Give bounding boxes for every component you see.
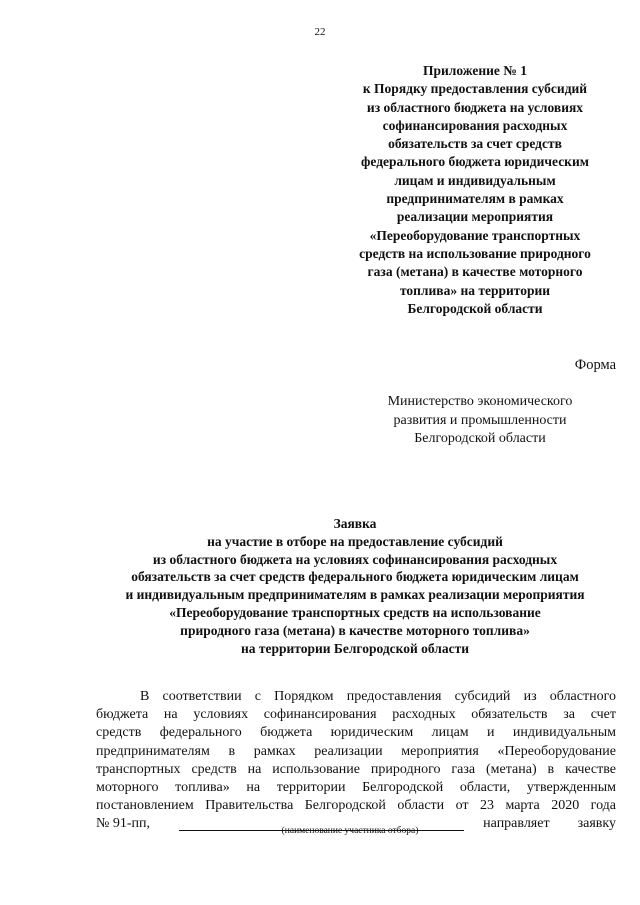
sends-group <box>483 815 616 833</box>
appendix-line: топлива» на территории <box>399 282 551 298</box>
addressee-line: Белгородской области <box>414 431 546 446</box>
decree-number: № 91-пп, <box>96 816 151 832</box>
sends-word: направляет <box>483 816 550 832</box>
appendix-line: «Переоборудование транспортных <box>369 227 581 243</box>
appendix-line: средств на использование природного <box>359 245 591 261</box>
title-line: из областного бюджета на условиях софинансирования расходных <box>152 551 558 567</box>
appendix-line: предпринимателям в рамках <box>386 191 564 207</box>
appendix-line: Белгородской области <box>407 300 543 316</box>
application-word: заявку <box>577 816 616 832</box>
title-line: «Переоборудование транспортных средств на использование <box>169 604 541 620</box>
page-number: 22 <box>314 26 326 38</box>
appendix-line: газа (метана) в качестве моторного <box>367 264 583 280</box>
title-line: природного газа (метана) в качестве моторного топлива» <box>180 622 530 638</box>
appendix-line: софинансирования расходных <box>382 117 568 133</box>
body-line: В соответствии с Порядком предоставления субсидий из областного <box>140 689 616 704</box>
title-line: на участие в отборе на предоставление субсидий <box>207 533 503 549</box>
title-line: и индивидуальным предпринимателям в рамках реализации мероприятия <box>125 587 585 603</box>
appendix-line: федерального бюджета юридическим <box>361 154 589 170</box>
appendix-line: лицам и индивидуальным <box>394 172 556 188</box>
body-line: постановлением Правительства Белгородской области от 23 марта 2020 года <box>96 798 616 814</box>
body-line: моторного топлива» на территории Белгородской области, утвержденным <box>96 780 616 796</box>
addressee-block <box>330 393 630 449</box>
body-paragraph <box>96 688 616 834</box>
title-line: на территории Белгородской области <box>240 640 470 656</box>
appendix-line: обязательств за счет средств <box>388 136 562 152</box>
body-line: транспортных средств на использование природного газа (метана) в качестве <box>96 761 616 777</box>
form-label: Форма <box>574 357 616 373</box>
title-line: Заявка <box>333 516 377 531</box>
title-line: обязательств за счет средств федерального бюджета юридическим лицам <box>131 569 579 585</box>
body-line: бюджета на условиях софинансирования расходных обязательств за счет <box>96 707 616 723</box>
addressee-line: Министерство экономического <box>387 394 573 409</box>
body-line: средств федерального бюджета юридическим лицам и индивидуальным <box>96 725 616 741</box>
body-line: предпринимателям в рамках реализации мероприятия «Переоборудование <box>96 743 616 759</box>
application-title <box>70 515 640 657</box>
appendix-line: к Порядку предоставления субсидий <box>362 81 588 97</box>
blank-caption: (наименование участника отбора) <box>281 826 419 836</box>
appendix-line: Приложение № 1 <box>423 63 527 78</box>
addressee-line: развития и промышленности <box>393 412 567 428</box>
appendix-line: реализации мероприятия <box>396 209 554 225</box>
appendix-line: из областного бюджета на условиях <box>366 99 584 115</box>
appendix-header <box>320 62 630 318</box>
